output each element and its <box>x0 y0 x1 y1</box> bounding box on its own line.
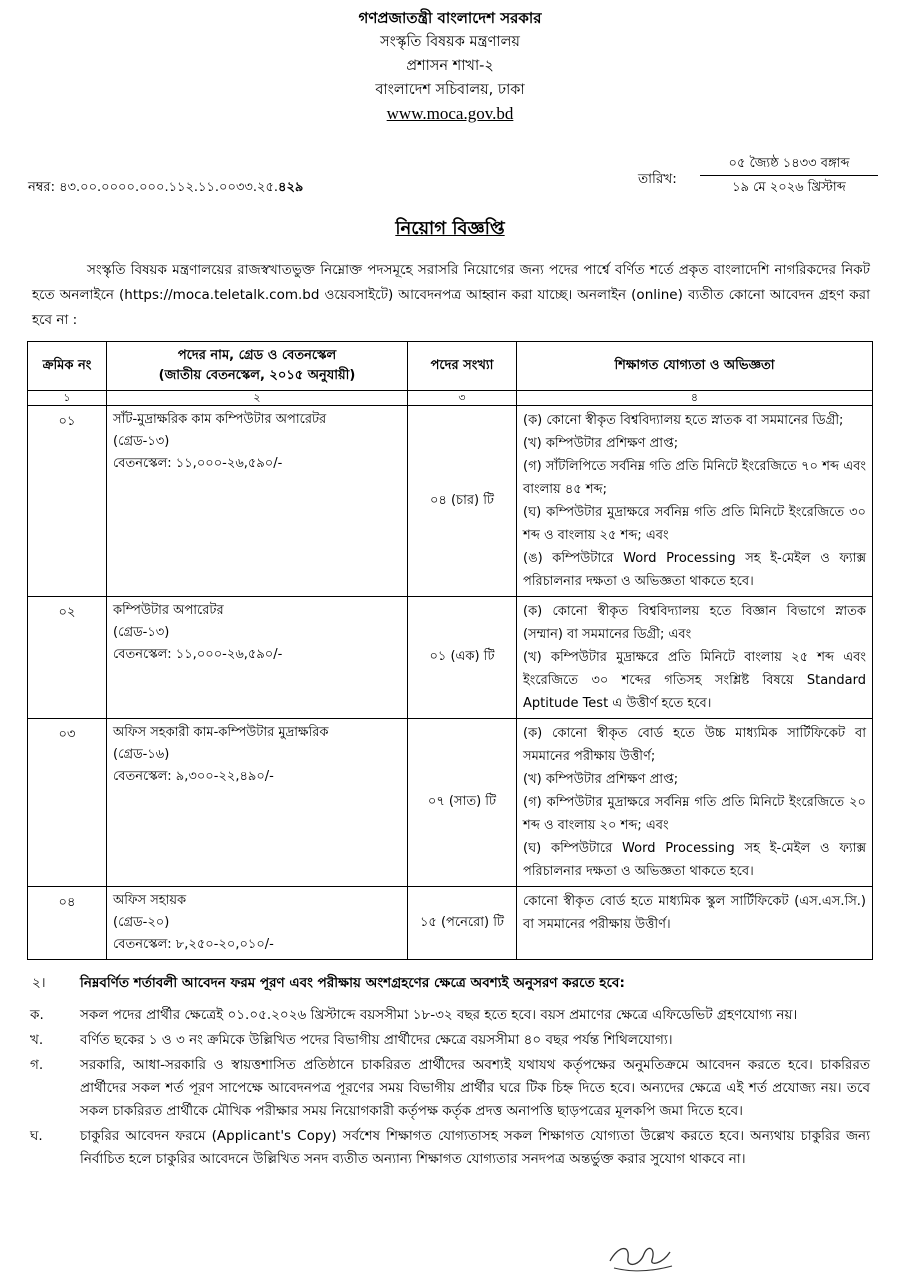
col-number: ৩ <box>408 391 517 406</box>
condition-text: বর্ণিত ছকের ১ ও ৩ নং ক্রমিকে উল্লিখিত পদের বিভাগীয় প্রার্থীদের ক্ষেত্রে বয়সসীমা ৪০ বছর পর্যন্ত শিথিলযোগ্য। <box>80 1032 673 1048</box>
condition-item <box>30 1029 870 1052</box>
government-name: গণপ্রজাতন্ত্রী বাংলাদেশ সরকার <box>358 9 542 27</box>
conditions-list <box>30 1004 870 1173</box>
qualification-item: (গ) সাঁটলিপিতে সর্বনিম্ন গতি প্রতি মিনিটে ইংরেজিতে ৭০ শব্দ এবং বাংলায় ৪৫ শব্দ; <box>523 459 866 497</box>
qualification-item: (ক) কোনো স্বীকৃত বিশ্ববিদ্যালয় হতে বিজ্ঞান বিভাগে স্নাতক (সম্মান) বা সমমানের ডিগ্রী; এবং <box>523 604 866 642</box>
table-row <box>28 887 873 960</box>
post-grade: (গ্রেড-১৬) <box>113 747 170 762</box>
qualification-item: (খ) কম্পিউটার প্রশিক্ষণ প্রাপ্ত; <box>523 772 679 787</box>
qualification-item: (ক) কোনো স্বীকৃত বোর্ড হতে উচ্চ মাধ্যমিক সার্টিফিকেট বা সমমানের পরীক্ষায় উত্তীর্ণ; <box>523 726 866 764</box>
row-count: ০১ (এক) টি <box>408 597 517 719</box>
qualification-item: কোনো স্বীকৃত বোর্ড হতে মাধ্যমিক স্কুল সার্টিফিকেট (এস.এস.সি.) বা সমমানের পরীক্ষায় উত্তীর্ণ। <box>523 894 866 932</box>
condition-text: সকল পদের প্রার্থীর ক্ষেত্রেই ০১.০৫.২০২৬ খ্রিস্টাব্দে বয়সসীমা ১৮-৩২ বছর হতে হবে। বয়স প্রমাণের ক্ষেত্রে এফিডেভিট গ্রহণযোগ্য নয়। <box>80 1007 798 1023</box>
qualification-item: (ঙ) কম্পিউটারে Word Processing সহ ই-মেইল ও ফ্যাক্স পরিচালনার দক্ষতা ও অভিজ্ঞতা থাকতে হবে। <box>523 551 866 589</box>
memo-number-plain: ৪৩.০০.০০০০.০০০.১১২.১১.০০৩৩.২৫. <box>59 180 279 195</box>
row-qualifications <box>517 719 873 887</box>
row-count: ০৪ (চার) টি <box>408 406 517 597</box>
table-header-row <box>28 342 873 391</box>
condition-text: সরকারি, আধা-সরকারি ও স্বায়ত্তশাসিত প্রতিষ্ঠানে চাকরিরত প্রার্থীদের অবশ্যই যথাযথ কর্তৃপক্ষের অনুমতিক্রমে আবেদন করতে হবে। চাকরিরত প্রার্থীদের সকল শর্ত পূরণ সাপেক্ষে আবেদনপত্র পূরণের সময় বিভাগীয় প্রার্থীর ঘরে টিক চিহ্ন দিতে হবে। অন্যদের ক্ষেত্রে এই শর্ত প্রযোজ্য নয়। তবে সকল চাকরিরত প্রার্থীকে মৌখিক পরীক্ষার সময় নিয়োগকারী কর্তৃপক্ষ কর্তৃক প্রদত্ত অনাপত্তি ছাড়পত্রের মূলকপি জমা দিতে হবে। <box>80 1057 870 1119</box>
col-number: ১ <box>28 391 107 406</box>
date-label: তারিখ: <box>638 171 677 187</box>
posts-table <box>27 341 873 960</box>
section-2-heading: নিম্নবর্ণিত শর্তাবলী আবেদন ফরম পূরণ এবং পরীক্ষায় অংশগ্রহণের ক্ষেত্রে অবশ্যই অনুসরণ করতে হবে: <box>80 975 625 991</box>
row-qualifications <box>517 406 873 597</box>
ministry-name: সংস্কৃতি বিষয়ক মন্ত্রণালয় <box>380 34 520 50</box>
table-row <box>28 597 873 719</box>
condition-text: চাকুরির আবেদন ফরমে (Applicant's Copy) সর্বশেষ শিক্ষাগত যোগ্যতাসহ সকল শিক্ষাগত যোগ্যতা উল্লেখ করতে হবে। অন্যথায় চাকুরির জন্য নির্বাচিত হলে চাকুরির আবেদনে উল্লিখিত সনদ ব্যতীত অন্যান্য শিক্ষাগত যোগ্যতার সনদপত্র অন্তর্ভুক্ত করার সুযোগ থাকবে না। <box>80 1128 870 1167</box>
row-serial: ০৪ <box>28 887 107 960</box>
row-serial: ০৩ <box>28 719 107 887</box>
condition-label: ক. <box>30 1007 44 1023</box>
signature-initial-icon <box>600 1226 680 1276</box>
notice-title: নিয়োগ বিজ্ঞপ্তি <box>395 218 505 239</box>
qualification-item: (গ) কম্পিউটার মুদ্রাক্ষরে সর্বনিম্ন গতি প্রতি মিনিটে ইংরেজিতে ২০ শব্দ ও বাংলায় ২০ শব্দ; এবং <box>523 795 866 833</box>
post-grade: (গ্রেড-১৩) <box>113 434 170 449</box>
date-bangla: ০৫ জ্যৈষ্ঠ ১৪৩৩ বঙ্গাব্দ <box>700 152 878 176</box>
qualification-item: (খ) কম্পিউটার মুদ্রাক্ষরে প্রতি মিনিটে বাংলায় ২৫ শব্দ এবং ইংরেজিতে ৩০ শব্দের গতিসহ সংশ্লিষ্ট বিষয়ে Standard Aptitude Test এ উত্তীর্ণ হতে হবে। <box>523 650 866 711</box>
date-block <box>700 152 878 199</box>
header-post <box>107 342 408 391</box>
post-name: অফিস সহকারী কাম-কম্পিউটার মুদ্রাক্ষরিক <box>113 725 329 740</box>
row-count: ০৭ (সাত) টি <box>408 719 517 887</box>
memo-number-bold: ৪২৯ <box>278 180 304 195</box>
condition-label: ঘ. <box>30 1128 43 1144</box>
post-grade: (গ্রেড-২০) <box>113 915 170 930</box>
memo-number <box>28 178 303 199</box>
qualification-item: (ঘ) কম্পিউটারে Word Processing সহ ই-মেইল ও ফ্যাক্স পরিচালনার দক্ষতা ও অভিজ্ঞতা থাকতে হবে। <box>523 841 866 879</box>
section-name: প্রশাসন শাখা-২ <box>406 58 494 74</box>
post-name: সাঁট-মুদ্রাক্ষরিক কাম কম্পিউটার অপারেটর <box>113 412 327 427</box>
row-serial: ০২ <box>28 597 107 719</box>
row-qualifications <box>517 597 873 719</box>
section-2-number: ২। <box>32 975 46 991</box>
post-scale: বেতনস্কেল: ১১,০০০-২৬,৫৯০/- <box>113 456 283 471</box>
header-qualification: শিক্ষাগত যোগ্যতা ও অভিজ্ঞতা <box>517 342 873 391</box>
post-grade: (গ্রেড-১৩) <box>113 625 170 640</box>
table-row <box>28 406 873 597</box>
condition-label: খ. <box>30 1032 44 1048</box>
condition-label: গ. <box>30 1057 44 1073</box>
post-scale: বেতনস্কেল: ৮,২৫০-২০,০১০/- <box>113 937 274 952</box>
condition-item <box>30 1125 870 1171</box>
qualification-item: (ক) কোনো স্বীকৃত বিশ্ববিদ্যালয় হতে স্নাতক বা সমমানের ডিগ্রী; <box>523 413 844 428</box>
row-count: ১৫ (পনেরো) টি <box>408 887 517 960</box>
header-post-line1: পদের নাম, গ্রেড ও বেতনস্কেল <box>177 348 337 363</box>
header-post-line2: (জাতীয় বেতনস্কেল, ২০১৫ অনুযায়ী) <box>158 368 356 383</box>
post-scale: বেতনস্কেল: ৯,৩০০-২২,৪৯০/- <box>113 769 274 784</box>
column-number-row <box>28 391 873 406</box>
row-post <box>107 406 408 597</box>
table-row <box>28 719 873 887</box>
row-qualifications <box>517 887 873 960</box>
post-name: কম্পিউটার অপারেটর <box>113 603 224 618</box>
post-name: অফিস সহায়ক <box>113 893 187 908</box>
qualification-item: (খ) কম্পিউটার প্রশিক্ষণ প্রাপ্ত; <box>523 436 679 451</box>
row-serial: ০১ <box>28 406 107 597</box>
letterhead <box>0 6 900 126</box>
row-post <box>107 887 408 960</box>
header-count: পদের সংখ্যা <box>408 342 517 391</box>
row-post <box>107 719 408 887</box>
memo-label: নম্বর: <box>28 180 60 195</box>
col-number: ৪ <box>517 391 873 406</box>
condition-item <box>30 1004 870 1027</box>
condition-item <box>30 1054 870 1123</box>
col-number: ২ <box>107 391 408 406</box>
qualification-item: (ঘ) কম্পিউটার মুদ্রাক্ষরে সর্বনিম্ন গতি প্রতি মিনিটে ইংরেজিতে ৩০ শব্দ ও বাংলায় ২৫ শব্দ; এবং <box>523 505 866 543</box>
office-address: বাংলাদেশ সচিবালয়, ঢাকা <box>375 82 525 98</box>
date-english: ১৯ মে ২০২৬ খ্রিস্টাব্দ <box>732 180 846 195</box>
intro-paragraph: সংস্কৃতি বিষয়ক মন্ত্রণালয়ের রাজস্বখাতভুক্ত নিম্নোক্ত পদসমূহে সরাসরি নিয়োগের জন্য পদের পার্শ্বে বর্ণিত শর্তে প্রকৃত বাংলাদেশি নাগরিকদের নিকট হতে অনলাইনে (https://moca.teletalk.com.bd ওয়েবসাইটে) আবেদনপত্র আহ্বান করা যাচ্ছে। অনলাইন (online) ব্যতীত কোনো আবেদন গ্রহণ করা হবে না : <box>32 262 870 328</box>
website-link[interactable]: www.moca.gov.bd <box>386 104 514 123</box>
row-post <box>107 597 408 719</box>
post-scale: বেতনস্কেল: ১১,০০০-২৬,৫৯০/- <box>113 647 283 662</box>
header-serial: ক্রমিক নং <box>28 342 107 391</box>
